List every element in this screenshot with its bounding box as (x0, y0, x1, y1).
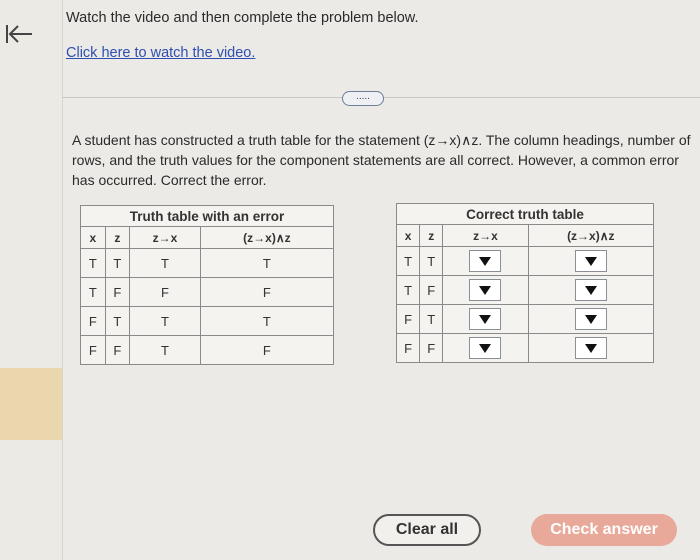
cell: F (130, 278, 201, 307)
z-implies-x-dropdown[interactable] (469, 279, 501, 301)
cell: F (81, 336, 106, 365)
conjunction-dropdown[interactable] (575, 308, 607, 330)
watch-video-link[interactable]: Click here to watch the video. (66, 45, 256, 61)
cell: F (200, 278, 333, 307)
back-arrow-icon[interactable] (4, 22, 34, 46)
error-table-title: Truth table with an error (81, 206, 334, 227)
correct-table-title: Correct truth table (397, 204, 654, 225)
cell: F (420, 276, 443, 305)
clear-all-button[interactable]: Clear all (373, 514, 481, 546)
header-z-implies-x: z→x (130, 227, 201, 249)
table-row (397, 334, 654, 363)
problem-statement: A student has constructed a truth table for the statement (z→x)∧z. The column headings, number of rows, and the truth values for the component statements are all correct. However, a common error has occurred. Correct the error. (72, 132, 691, 188)
header-x: x (81, 227, 106, 249)
z-implies-x-dropdown[interactable] (469, 250, 501, 272)
conjunction-dropdown[interactable] (575, 279, 607, 301)
instruction-text: Watch the video and then complete the problem below. (66, 10, 419, 26)
correct-truth-table (396, 203, 654, 363)
header-z: z (420, 225, 443, 247)
expand-more-button[interactable]: ..... (342, 91, 384, 106)
table-row (81, 278, 334, 307)
dropdown-triangle-icon (585, 315, 597, 324)
cell: T (200, 249, 333, 278)
table-row (397, 247, 654, 276)
cell: F (397, 305, 420, 334)
table-row (397, 276, 654, 305)
dropdown-triangle-icon (585, 286, 597, 295)
cell: T (81, 249, 106, 278)
cell: F (105, 278, 130, 307)
z-implies-x-dropdown[interactable] (469, 308, 501, 330)
cell: F (105, 336, 130, 365)
header-conjunction: (z→x)∧z (528, 225, 653, 247)
dropdown-triangle-icon (479, 257, 491, 266)
sidebar-highlight (0, 368, 62, 440)
cell: T (81, 278, 106, 307)
cell: F (81, 307, 106, 336)
header-conjunction: (z→x)∧z (200, 227, 333, 249)
cell: T (105, 307, 130, 336)
cell: T (397, 276, 420, 305)
cell: T (397, 247, 420, 276)
cell: F (200, 336, 333, 365)
cell: T (130, 336, 201, 365)
error-truth-table (80, 205, 334, 365)
cell: F (397, 334, 420, 363)
cell: T (105, 249, 130, 278)
header-z-implies-x: z→x (443, 225, 528, 247)
table-row (397, 305, 654, 334)
table-row (81, 307, 334, 336)
dropdown-triangle-icon (479, 315, 491, 324)
dropdown-triangle-icon (585, 257, 597, 266)
dropdown-triangle-icon (585, 344, 597, 353)
left-sidebar (0, 0, 63, 560)
dropdown-triangle-icon (479, 286, 491, 295)
conjunction-dropdown[interactable] (575, 250, 607, 272)
dropdown-triangle-icon (479, 344, 491, 353)
cell: T (130, 249, 201, 278)
cell: T (420, 247, 443, 276)
cell: T (420, 305, 443, 334)
header-z: z (105, 227, 130, 249)
table-row (81, 336, 334, 365)
z-implies-x-dropdown[interactable] (469, 337, 501, 359)
conjunction-dropdown[interactable] (575, 337, 607, 359)
cell: F (420, 334, 443, 363)
cell: T (130, 307, 201, 336)
check-answer-button[interactable]: Check answer (531, 514, 677, 546)
table-row (81, 249, 334, 278)
cell: T (200, 307, 333, 336)
header-x: x (397, 225, 420, 247)
